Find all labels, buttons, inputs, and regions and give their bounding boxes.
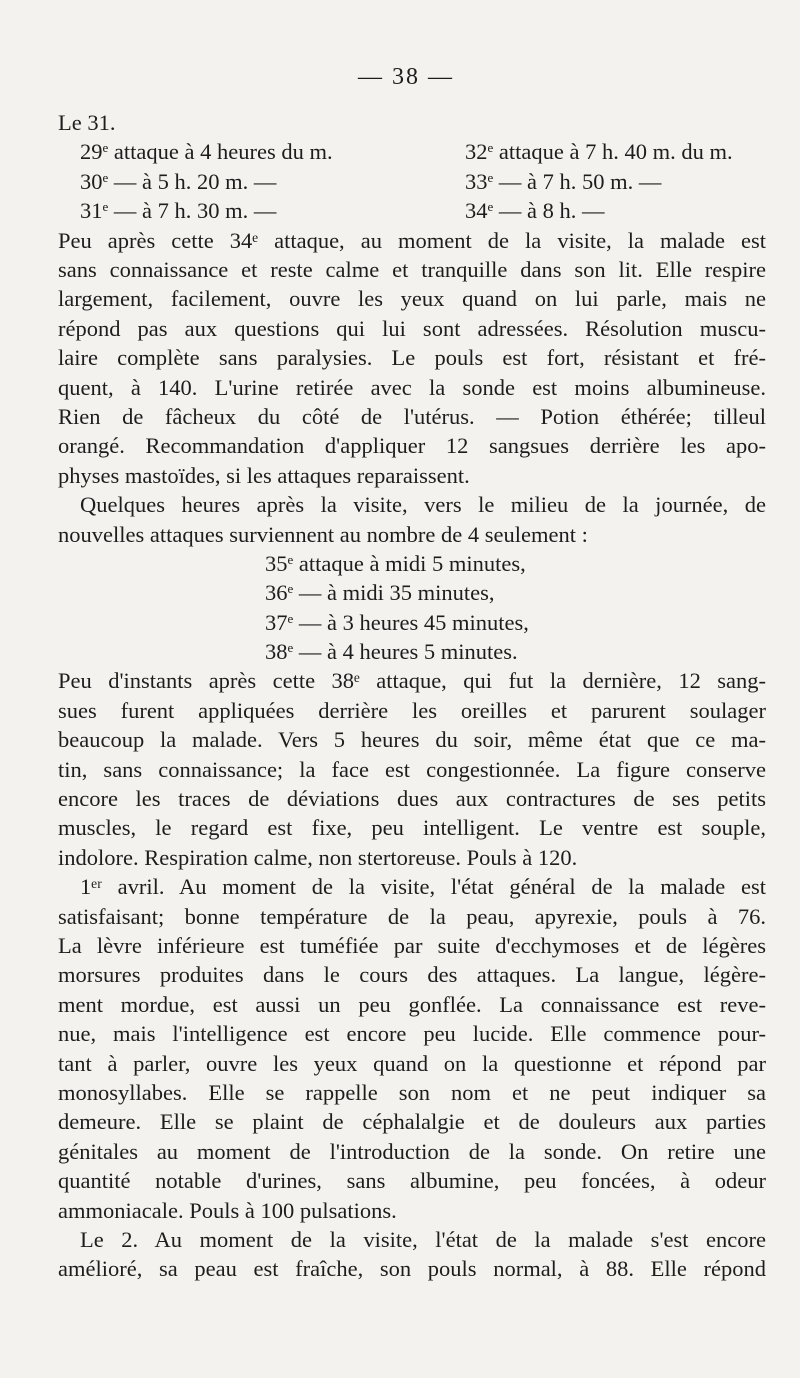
text-line: La lèvre inférieure est tuméfiée par suite d'ecchymoses et de légères [58,932,766,958]
text-line: muscles, le regard est fixe, peu intelligent. Le ventre est souple, [58,815,766,841]
attack-entry: 31e — à 7 h. 30 m. — [80,198,277,224]
text-line: physes mastoïdes, si les attaques reparaissent. [58,462,470,488]
attack-entry: 33e — à 7 h. 50 m. — [465,168,662,194]
attack-list-item: 35e attaque à midi 5 minutes, [265,550,526,576]
text-line: tant à parler, ouvre les yeux quand on la questionne et répond par [58,1050,766,1076]
text-line: largement, facilement, ouvre les yeux quand on lui parle, mais ne [58,286,766,312]
attack-list-item: 36e — à midi 35 minutes, [265,580,495,606]
text-line: sues furent appliquées derrière les oreilles et parurent soulager [58,697,766,723]
text-line: Peu après cette 34ᵉ attaque, au moment de la visite, la malade est [58,227,766,253]
text-line: ment mordue, est aussi un peu gonflée. La connaissance est reve- [58,991,766,1017]
text-line: morsures produites dans le cours des attaques. La langue, légère- [58,962,766,988]
text-line: sans connaissance et reste calme et tranquille dans son lit. Elle respire [58,257,766,282]
paragraph-1 [58,226,766,491]
attack-table [58,137,766,225]
text-line: Rien de fâcheux du côté de l'utérus. — Potion éthérée; tilleul [58,403,766,429]
text-line: Peu d'instants après cette 38ᵉ attaque, qui fut la dernière, 12 sang- [58,668,766,694]
text-line: encore les traces de déviations dues aux contractures de ses petits [58,786,766,812]
text-line: satisfaisant; bonne température de la peau, apyrexie, pouls à 76. [58,903,766,929]
text-line: quantité notable d'urines, sans albumine, peu foncées, à odeur [58,1168,766,1194]
text-line: 1ᵉʳ avril. Au moment de la visite, l'état général de la malade est [80,874,766,900]
page-number: — 38 — [358,64,454,90]
text-line: ammoniacale. Pouls à 100 pulsations. [58,1197,397,1223]
text-line: nouvelles attaques surviennent au nombre de 4 seulement : [58,521,588,547]
date-heading: Le 31. [58,110,116,135]
attack-entry: 34e — à 8 h. — [465,198,605,224]
text-line: tin, sans connaissance; la face est congestionnée. La figure conserve [58,756,766,782]
text-line: beaucoup la malade. Vers 5 heures du soir, même état que ce ma- [58,727,766,753]
attack-entry: 32e attaque à 7 h. 40 m. du m. [465,139,733,165]
text-line: laire complète sans paralysies. Le pouls est fort, résistant et fré- [58,345,766,371]
paragraph-3 [58,666,766,872]
text-line: Quelques heures après la visite, vers le milieu de la journée, de [80,492,766,518]
attack-entry: 29e attaque à 4 heures du m. [80,139,333,165]
text-line: nue, mais l'intelligence est encore peu lucide. Elle commence pour- [58,1021,766,1047]
attack-entry: 30e — à 5 h. 20 m. — [80,168,277,194]
text-line: demeure. Elle se plaint de céphalalgie et de douleurs aux parties [58,1109,766,1135]
text-line: génitales au moment de l'introduction de la sonde. On retire une [58,1138,766,1164]
paragraph-4 [58,872,766,1225]
attack-list [58,549,766,667]
paragraph-2 [58,490,766,549]
text-line: indolore. Respiration calme, non stertoreuse. Pouls à 120. [58,844,578,870]
attack-list-item: 37e — à 3 heures 45 minutes, [265,609,529,635]
text-line: quent, à 140. L'urine retirée avec la sonde est moins albumineuse. [58,374,766,400]
text-line: amélioré, sa peau est fraîche, son pouls normal, à 88. Elle répond [58,1256,766,1282]
paragraph-5 [58,1225,766,1284]
attack-list-item: 38e — à 4 heures 5 minutes. [265,639,518,665]
text-line: Le 2. Au moment de la visite, l'état de la malade s'est encore [80,1226,766,1252]
text-line: répond pas aux questions qui lui sont adressées. Résolution muscu- [58,315,766,341]
body-text [58,108,766,1284]
text-line: monosyllabes. Elle se rappelle son nom et ne peut indiquer sa [58,1079,766,1105]
text-line: orangé. Recommandation d'appliquer 12 sangsues derrière les apo- [58,433,766,459]
